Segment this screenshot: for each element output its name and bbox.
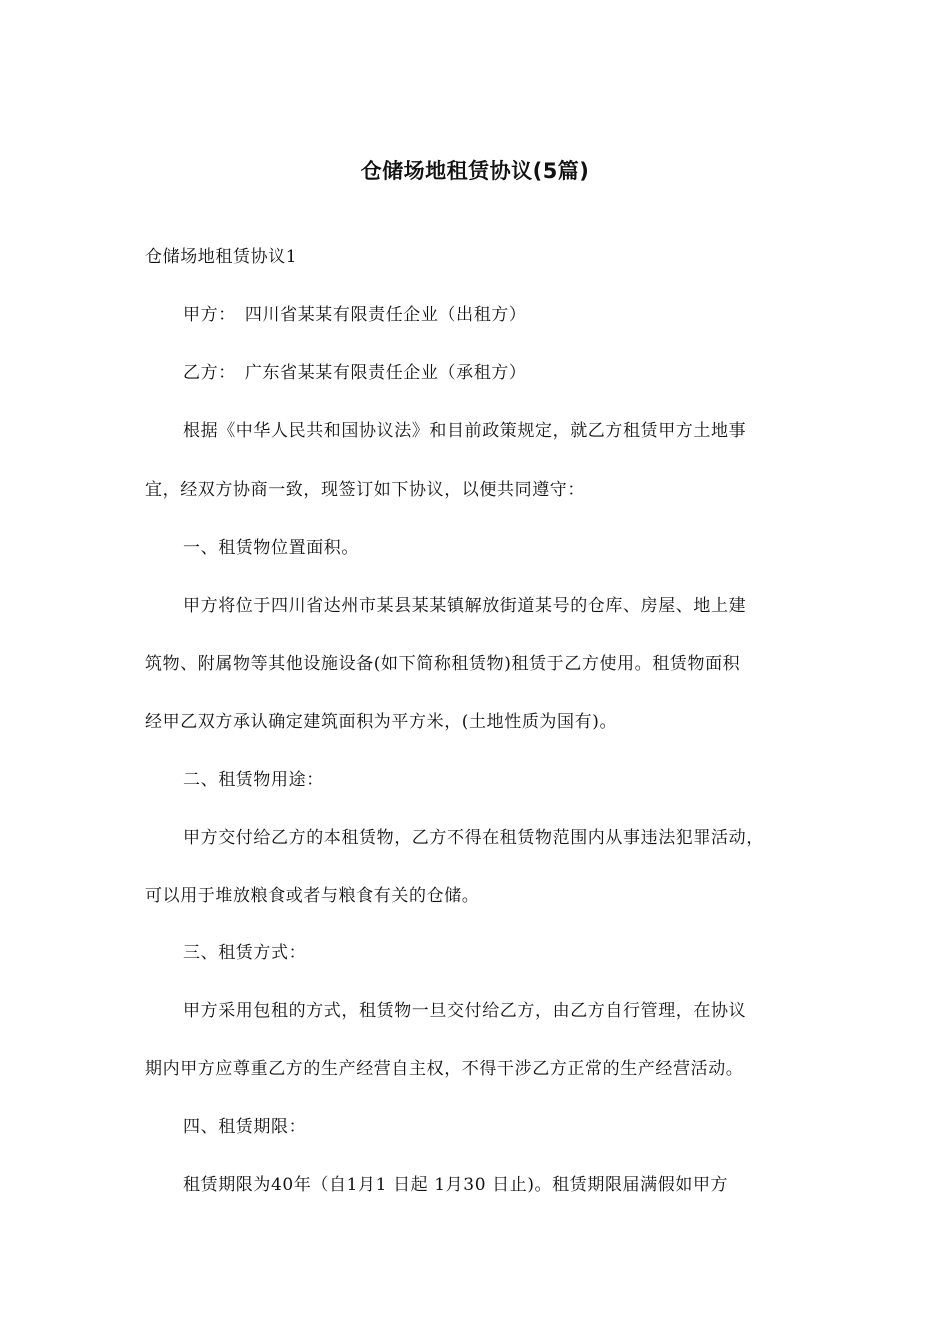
paragraph-line: 经甲乙双方承认确定建筑面积为平方米，(土地性质为国有)。 [145,712,618,732]
paragraph-line: 甲方采用包租的方式，租赁物一旦交付给乙方，由乙方自行管理，在协议 [183,1001,747,1021]
paragraph-line: 可以用于堆放粮食或者与粮食有关的仓储。 [145,886,480,906]
paragraph-line: 乙方： 广东省某某有限责任企业（承租方） [183,363,527,383]
paragraph-line: 租赁期限为40年（自1月1 日起 1月30 日止)。租赁期限届满假如甲方 [183,1175,729,1195]
paragraph-line: 期内甲方应尊重乙方的生产经营自主权，不得干涉乙方正常的生产经营活动。 [145,1059,744,1079]
paragraph-line: 筑物、附属物等其他设施设备(如下简称租赁物)租赁于乙方使用。租赁物面积 [145,654,741,674]
paragraph-line: 三、租赁方式： [183,943,307,963]
paragraph-line: 宜，经双方协商一致，现签订如下协议，以便共同遵守： [145,480,585,500]
paragraph-line: 一、租赁物位置面积。 [183,538,359,558]
paragraph-line: 根据《中华人民共和国协议法》和目前政策规定，就乙方租赁甲方土地事 [183,421,747,441]
paragraph-line: 二、租赁物用途： [183,770,324,790]
paragraph-line: 甲方将位于四川省达州市某县某某镇解放街道某号的仓库、房屋、地上建 [183,596,747,616]
section-heading: 仓储场地租赁协议1 [145,247,298,267]
paragraph-line: 甲方交付给乙方的本租赁物，乙方不得在租赁物范围内从事违法犯罪活动， [183,828,764,848]
document-title: 仓储场地租赁协议(5篇) [360,159,590,183]
paragraph-line: 甲方： 四川省某某有限责任企业（出租方） [183,305,527,325]
paragraph-line: 四、租赁期限： [183,1117,307,1137]
